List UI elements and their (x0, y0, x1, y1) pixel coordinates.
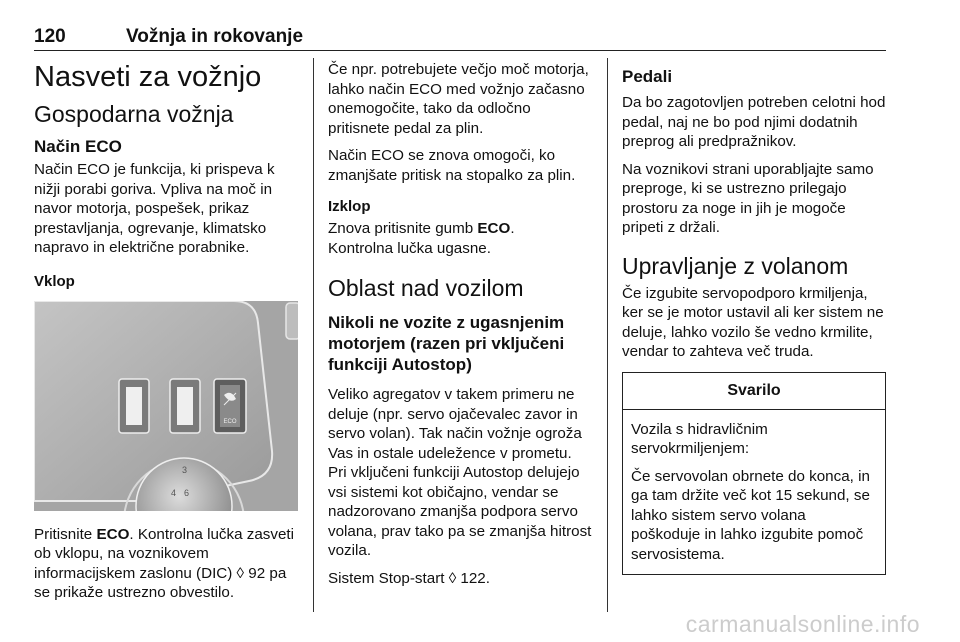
eco-intro-paragraph: Način ECO je funkcija, ki prispeva k nižji porabi goriva. Vpliva na moč in navor motorja, pospešek, prikaz prestavljanja, ogrevanje, klimatsko napravo in električne porabnike. (34, 161, 275, 256)
warning-paragraph-2: Če servovolan obrnete do konca, in ga tam držite več kot 15 sekund, se lahko sistem servo volana poškoduje in lahko izgubite pomoč servosistema. (631, 467, 870, 563)
izklop-paragraph: Znova pritisnite gumb ECO. (328, 220, 515, 237)
col3-paragraph-1: Da bo zagotovljen potreben celotni hod pedal, naj ne bo pod njimi dodatnih preprog ali predpražnikov. (622, 94, 886, 150)
svg-text:3: 3 (182, 464, 188, 475)
col3-paragraph-3: Če izgubite servopodporo krmiljenja, ker se je motor ustavil ali ker sistem ne deluje, lahko vozilo še vedno krmilite, vendar to zahteva več truda. (622, 284, 884, 360)
warning-title: Svarilo (623, 373, 885, 410)
column-divider (607, 58, 608, 612)
eco-button-label: ECO (223, 418, 237, 425)
chapter-title: Vožnja in rokovanje (126, 26, 304, 47)
vklop-heading: Vklop (34, 272, 75, 290)
izklop-heading: Izklop (328, 198, 371, 215)
eco-key: ECO (477, 220, 511, 237)
section-title-vehicle-control: Oblast nad vozilom (328, 275, 524, 301)
main-title: Nasveti za vožnjo (34, 61, 262, 93)
svg-text:6: 6 (184, 487, 190, 498)
column-divider (313, 58, 314, 612)
column-3 (622, 60, 886, 575)
warning-paragraph-1: Vozila s hidravličnim servokrmiljenjem: (631, 420, 768, 457)
dashboard-illustration (34, 301, 298, 511)
column-2 (328, 60, 594, 596)
col3-paragraph-2: Na voznikovi strani uporabljajte samo preproge, ki se ustrezno prilegajo prostoru za noge in jih je mogoče pripeti z držali. (622, 160, 874, 236)
eco-key: ECO (96, 525, 130, 543)
watermark: carmanualsonline.info (685, 611, 920, 637)
vklop-paragraph: Pritisnite ECO. Kontrolna lučka zasveti ob vklopu, na voznikovem informacijskem zaslonu (DIC) ◊ 92 pa se prikaže ustrezno obvestilo. (34, 525, 295, 601)
pedali-heading: Pedali (622, 67, 673, 86)
page-number: 120 (34, 26, 66, 47)
col2-paragraph-1: Če npr. potrebujete večjo moč motorja, lahko način ECO med vožnjo začasno onemogočite, tako da odločno pritisnete pedal za plin. (328, 61, 589, 137)
section-title-steering: Upravljanje z volanom (622, 252, 849, 279)
svg-text:4: 4 (171, 487, 177, 498)
warning-body (623, 410, 885, 575)
engine-off-warning-heading: Nikoli ne vozite z ugasnjenim motorjem (razen pri vključeni funkciji Autostop) (328, 313, 565, 374)
subtitle: Gospodarna vožnja (34, 101, 234, 127)
section-heading-eco: Način ECO (34, 137, 122, 156)
col2-paragraph-4: Sistem Stop-start ◊ 122. (328, 569, 490, 587)
izklop-line-2: Kontrolna lučka ugasne. (328, 239, 491, 257)
eco-button-figure (34, 301, 298, 511)
col2-paragraph-3: Veliko agregatov v takem primeru ne deluje (npr. servo ojačevalec zavor in servo volan). Tak način vožnje ogroža Vas in ostale udeležence v prometu. Pri vključeni funkciji Autostop delujejo vsi sistemi kot običajno, vendar se nadzorovano zmanjša podpora servo volana, prav tako pa se zmanjša hitrost vozila. (328, 386, 592, 559)
page-header (34, 24, 886, 51)
warning-box (622, 372, 886, 576)
column-1 (34, 60, 300, 611)
col2-paragraph-2: Način ECO se znova omogoči, ko zmanjšate pritisk na stopalko za plin. (328, 147, 576, 184)
